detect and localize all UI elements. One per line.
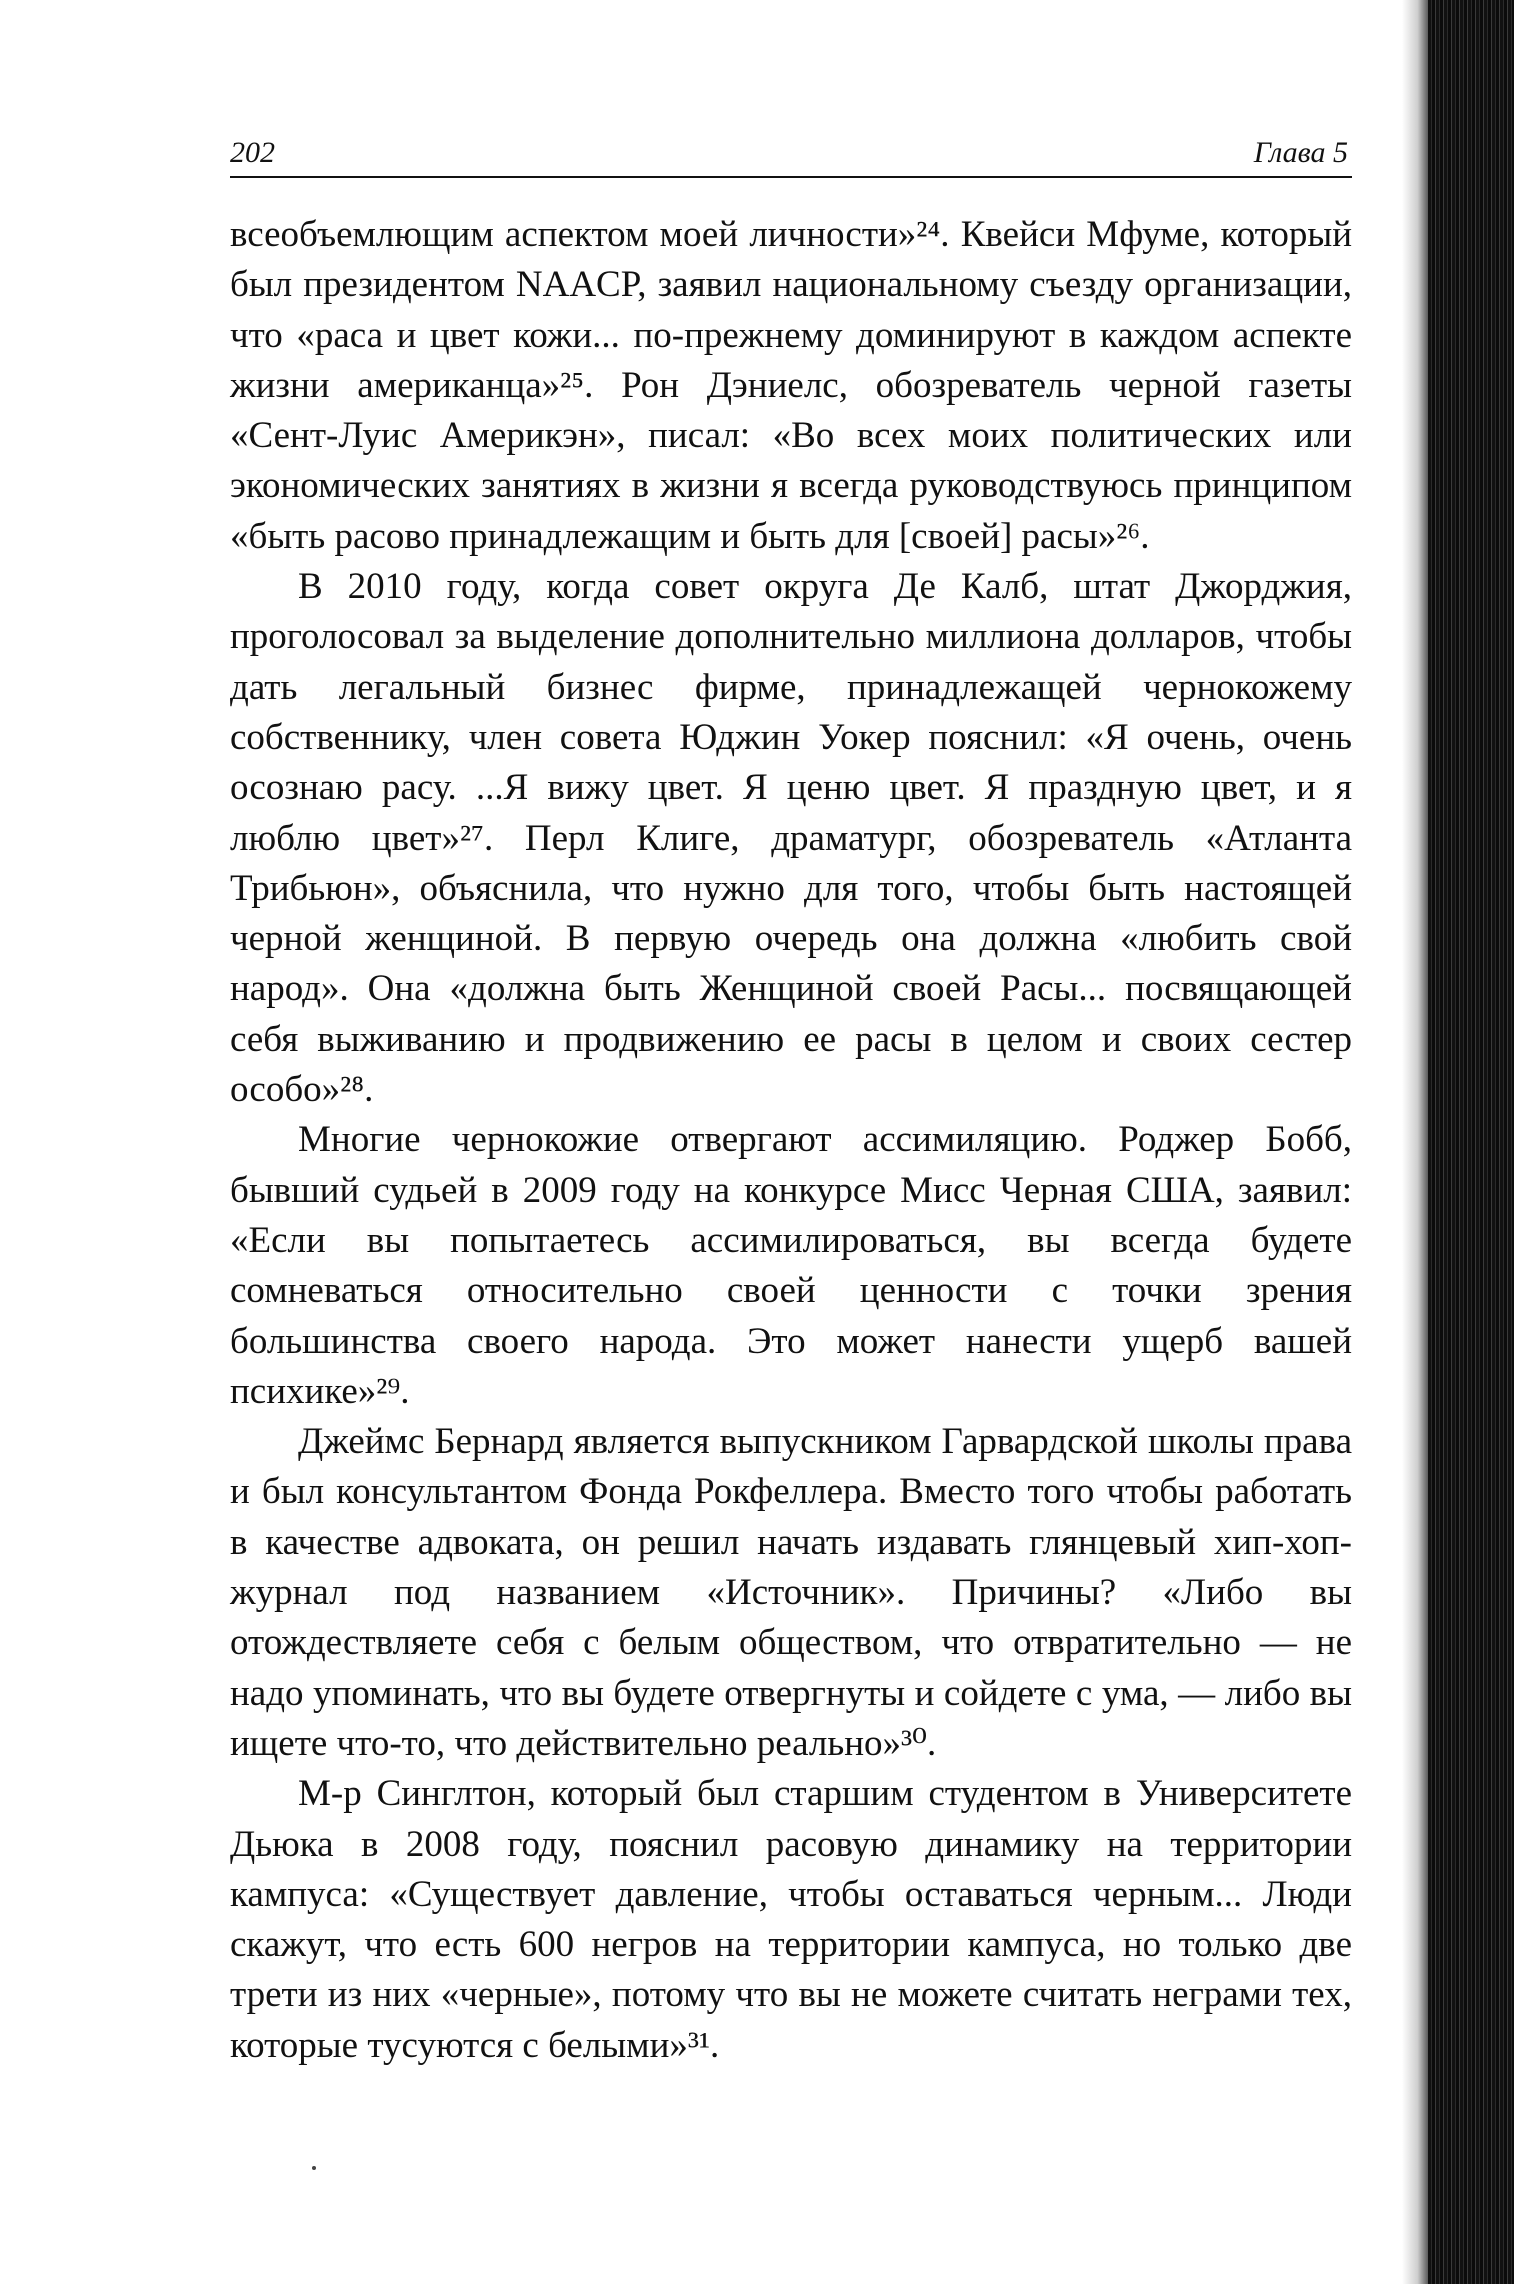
running-head — [230, 136, 1352, 178]
body-text — [230, 210, 1352, 2071]
paragraph: всеобъемлющим аспектом моей личности»²⁴. Квейси Мфуме, который был президентом NAACP, заявил национальному съезду организации, что «раса и цвет кожи... по-прежнему доминируют в каждом аспекте жизни американца»²⁵. Рон Дэниелс, обозреватель черной газеты «Сент-Луис Америкэн», писал: «Во всех моих политических или экономических занятиях в жизни я всегда руководствуюсь принципом «быть расово принадлежащим и быть для [своей] расы»²⁶. — [230, 214, 1352, 557]
paragraph: Джеймс Бернард является выпускником Гарвардской школы права и был консультантом Фонда Рокфеллера. Вместо того чтобы работать в качестве адвоката, он решил начать издавать глянцевый хип-хоп-журнал под названием «Источник». Причины? «Либо вы отождествляете себя с белым обществом, что отвратительно — не надо упоминать, что вы будете отвергнуты и сойдете с ума, — либо вы ищете что-то, что действительно реально»³⁰. — [230, 1421, 1352, 1764]
page-number: 202 — [230, 136, 275, 169]
scan-edge — [1428, 0, 1514, 2284]
scan-speck — [312, 2166, 316, 2170]
paragraph: М-р Синглтон, который был старшим студентом в Университете Дьюка в 2008 году, пояснил расовую динамику на территории кампуса: «Существует давление, чтобы оставаться черным... Люди скажут, что есть 600 негров на территории кампуса, но только две трети из них «черные», потому что вы не можете считать неграми тех, которые тусуются с белыми»³¹. — [230, 1773, 1352, 2066]
chapter-title: Глава 5 — [1253, 136, 1348, 169]
paragraph: В 2010 году, когда совет округа Де Калб, штат Джорджия, проголосовал за выделение дополнительно миллиона долларов, чтобы дать легальный бизнес фирме, принадлежащей чернокожему собственнику, член совета Юджин Уокер пояснил: «Я очень, очень осознаю расу. ...Я вижу цвет. Я ценю цвет. Я праздную цвет, и я люблю цвет»²⁷. Перл Клиге, драматург, обозреватель «Атланта Трибьюн», объяснила, что нужно для того, чтобы быть настоящей черной женщиной. В первую очередь она должна «любить свой народ». Она «должна быть Женщиной своей Расы... посвящающей себя выживанию и продвижению ее расы в целом и своих сестер особо»²⁸. — [230, 566, 1352, 1111]
scan-edge-shadow — [1402, 0, 1428, 2284]
paragraph: Многие чернокожие отвергают ассимиляцию. Роджер Бобб, бывший судьей в 2009 году на конкурсе Мисс Черная США, заявил: «Если вы попытаетесь ассимилироваться, вы всегда будете сомневаться относительно своей ценности с точки зрения большинства своего народа. Это может нанести ущерб вашей психике»²⁹. — [230, 1119, 1352, 1412]
